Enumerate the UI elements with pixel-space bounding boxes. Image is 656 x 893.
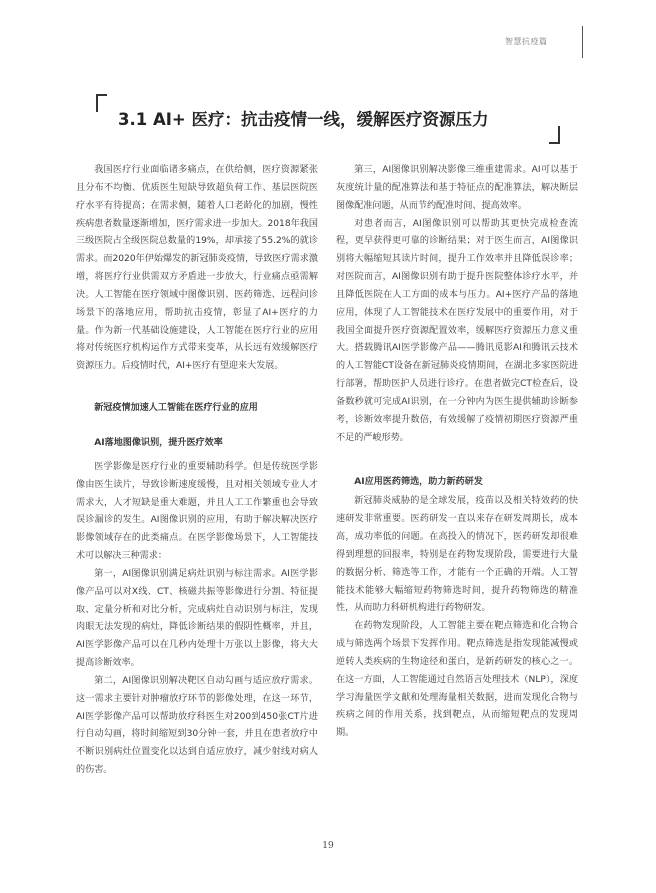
page-title: 3.1 AI+ 医疗：抗击疫情一线，缓解医疗资源压力	[118, 110, 489, 129]
paragraph-drug-research: 新冠肺炎威胁的是全球发展，疫苗以及相关特效药的快速研发非常重要。医药研发一直以来存在研发周期长，成本高，成功率低的问题。在高投入的情况下，医药研发却很难得到理想的回报率，特别是在药物发现阶段，需要进行大量的数据分析、筛选等工作，才能有一个正确的开端。人工智能技术能够大幅缩短药物筛选时间，提升药物筛选的精准性，从而助力科研机构进行药物研发。	[336, 496, 578, 614]
paragraph-intro: 我国医疗行业面临诸多痛点，在供给侧，医疗资源紧张且分布不均衡、优质医生短缺导致超负荷工作、基层医院医疗水平有待提高；在需求侧，随着人口老龄化的加剧，慢性疾病患者数量逐渐增加，医疗需求进一步加大。2018年我国三级医院占全级医院总数量的19%，却承接了55.2%的就诊需求。而2020年伊始爆发的新冠肺炎疫情，导致医疗需求激增，将医疗行业供需双方矛盾进一步放大，行业痛点亟需解决。人工智能在医疗领域中图像识别、医药筛选、远程问诊场景下的落地应用，帮助抗击疫情，彰显了AI+医疗的力量。作为新一代基础设施建设，人工智能在医疗行业的应用将对传统医疗机构运作方式带来变革，从长远有效缓解医疗资源压力。后疫情时代，AI+医疗有望迎来大发展。	[76, 165, 318, 372]
header-divider	[582, 26, 583, 58]
header-section-label: 智慧抗疫篇	[505, 37, 548, 46]
paragraph-drug-discovery: 在药物发现阶段，人工智能主要在靶点筛选和化合物合成与筛选两个场景下发挥作用。靶点筛选是指发现能减慢或逆转人类疾病的生物途径和蛋白，是新药研发的核心之一。在这一方面，人工智能通过自然语言处理技术（NLP），深度学习海量医学文献和处理海量相关数据，进而发现化合物与疾病之间的作用关系，找到靶点，从而缩短靶点的发现周期。	[336, 621, 578, 739]
paragraph-imaging: 医学影像是医疗行业的重要辅助科学。但是传统医学影像由医生读片，导致诊断速度缓慢，且对相关领域专业人才需求大，人才短缺是重大难题，并且人工工作繁重也会导致误诊漏诊的发生。AI图像识别的应用，有助于解决解决医疗影像领域存在的此类痛点。在医学影像场景下，人工智能技术可以解决三种需求：	[76, 461, 318, 562]
paragraph-first-need: 第一，AI图像识别满足病灶识别与标注需求。AI医学影像产品可以对X线、CT、核磁共振等影像进行分割、特征提取、定量分析和对比分析，完成病灶自动识别与标注，发现肉眼无法发现的病灶，降低诊断结果的假阴性概率，并且，AI医学影像产品可以在几秒内处理十万张以上影像，将大大提高诊断效率。	[76, 568, 318, 669]
paragraph-second-need: 第二，AI图像识别解决靶区自动勾画与适应放疗需求。这一需求主要针对肿瘤放疗环节的影像处理，在这一环节，AI医学影像产品可以帮助放疗科医生对200到450张CT片进行自动勾画，将时间缩短到30分钟一套，并且在患者放疗中不断识别病灶位置变化以达到自适应放疗，减少射线对病人的伤害。	[76, 675, 318, 776]
subsection-heading-drug-screening: AI应用医药筛选，助力新药研发	[354, 476, 483, 487]
paragraph-third-need: 第三，AI图像识别解决影像三维重建需求。AI可以基于灰度统计量的配准算法和基于特征点的配准算法，解决断层图像配准问题，从而节约配准时间、提高效率。	[336, 165, 578, 211]
paragraph-benefits: 对患者而言，AI图像识别可以帮助其更快完成检查流程，更早获得更可靠的诊断结果；对于医生而言，AI图像识别将大幅缩短其读片时间，提升工作效率并且降低误诊率；对医院而言，AI图像识别有助于提升医院整体诊疗水平，并且降低医院在人工方面的成本与压力。AI+医疗产品的落地应用，体现了人工智能技术在医疗发展中的重要作用，对于我国全面提升医疗资源配置效率，缓解医疗资源压力意义重大。搭载腾讯AI医学影像产品——腾讯觅影AI和腾讯云技术的人工智能CT设备在新冠肺炎疫情期间，在湖北多家医院进行部署，帮助医护人员进行诊疗。在患者做完CT检查后，设备数秒就可完成AI识别，在一分钟内为医生提供辅助诊断参考，诊断效率提升数倍，有效缓解了疫情初期医疗资源严重不足的严峻形势。	[336, 218, 578, 443]
page-number: 19	[322, 841, 334, 851]
title-block	[96, 94, 560, 144]
title-bracket-open	[96, 94, 107, 112]
left-column	[76, 162, 318, 780]
section-heading: 新冠疫情加速人工智能在医疗行业的应用	[94, 403, 258, 414]
right-column	[336, 162, 578, 743]
subsection-heading-image-recognition: AI落地图像识别，提升医疗效率	[94, 437, 223, 448]
title-bracket-close	[549, 126, 560, 144]
